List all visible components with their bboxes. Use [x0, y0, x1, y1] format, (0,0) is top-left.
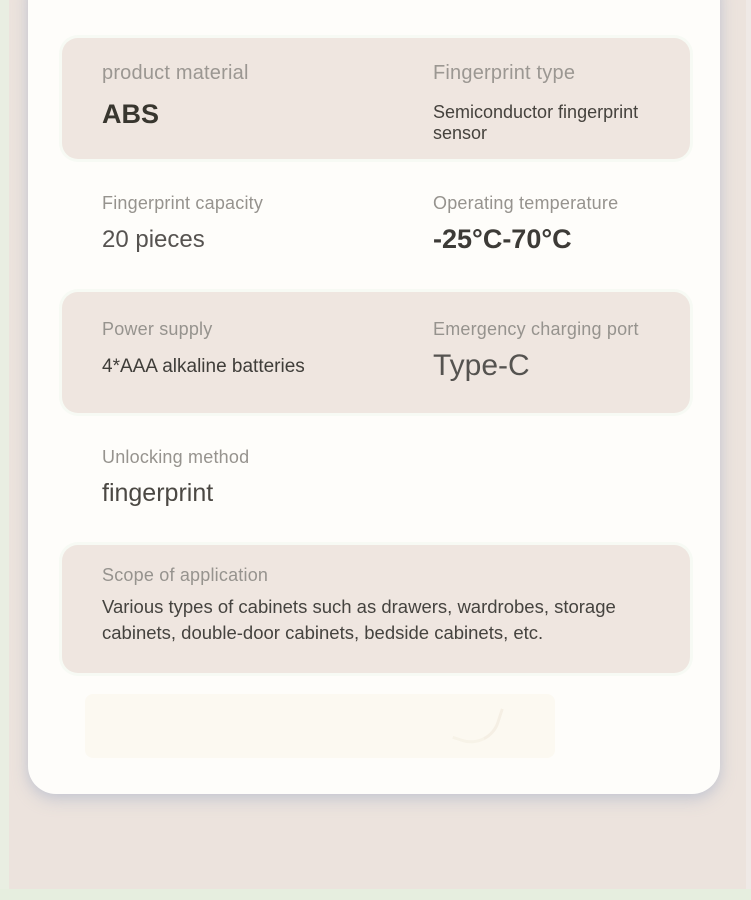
background-right-strip	[746, 0, 751, 900]
spec-label: Scope of application	[102, 565, 269, 585]
spec-cell-operating-temperature	[433, 191, 618, 255]
spec-cell-fingerprint-capacity	[102, 191, 263, 254]
spec-label: Unlocking method	[102, 447, 250, 467]
spec-label: Power supply	[102, 319, 213, 339]
spec-section-scope-of-application	[62, 545, 690, 673]
spec-cell-emergency-charging-port	[433, 317, 639, 383]
spec-value: 4*AAA alkaline batteries	[102, 356, 305, 377]
spec-value: -25°C-70°C	[433, 224, 572, 254]
spec-cell-unlocking-method	[102, 445, 249, 508]
spec-cell-power-supply	[102, 317, 305, 378]
spec-value: Various types of cabinets such as drawers, wardrobes, storage cabinets, double-door cabinets, bedside cabinets, etc.	[102, 596, 616, 643]
spec-cell-fingerprint-type	[433, 60, 690, 144]
spec-label: Fingerprint capacity	[102, 193, 264, 213]
spec-label: Emergency charging port	[433, 319, 639, 339]
spec-section-material-type	[62, 38, 690, 159]
spec-cell-product-material	[102, 60, 249, 130]
spec-value: ABS	[102, 99, 160, 129]
spec-value: Type-C	[433, 349, 530, 382]
spec-section-power-charging	[62, 292, 690, 413]
spec-label: Fingerprint type	[433, 62, 576, 84]
spec-section-capacity-temperature	[62, 180, 690, 280]
spec-section-unlocking-method	[62, 433, 690, 528]
spec-value: 20 pieces	[102, 226, 205, 253]
spec-value: Semiconductor fingerprint sensor	[433, 102, 639, 143]
spec-label: product material	[102, 62, 249, 84]
background-bottom-strip	[0, 889, 751, 900]
spec-label: Operating temperature	[433, 193, 619, 213]
spec-cell-scope-of-application	[102, 563, 658, 646]
background-left-strip	[0, 0, 9, 900]
spec-value: fingerprint	[102, 479, 214, 507]
